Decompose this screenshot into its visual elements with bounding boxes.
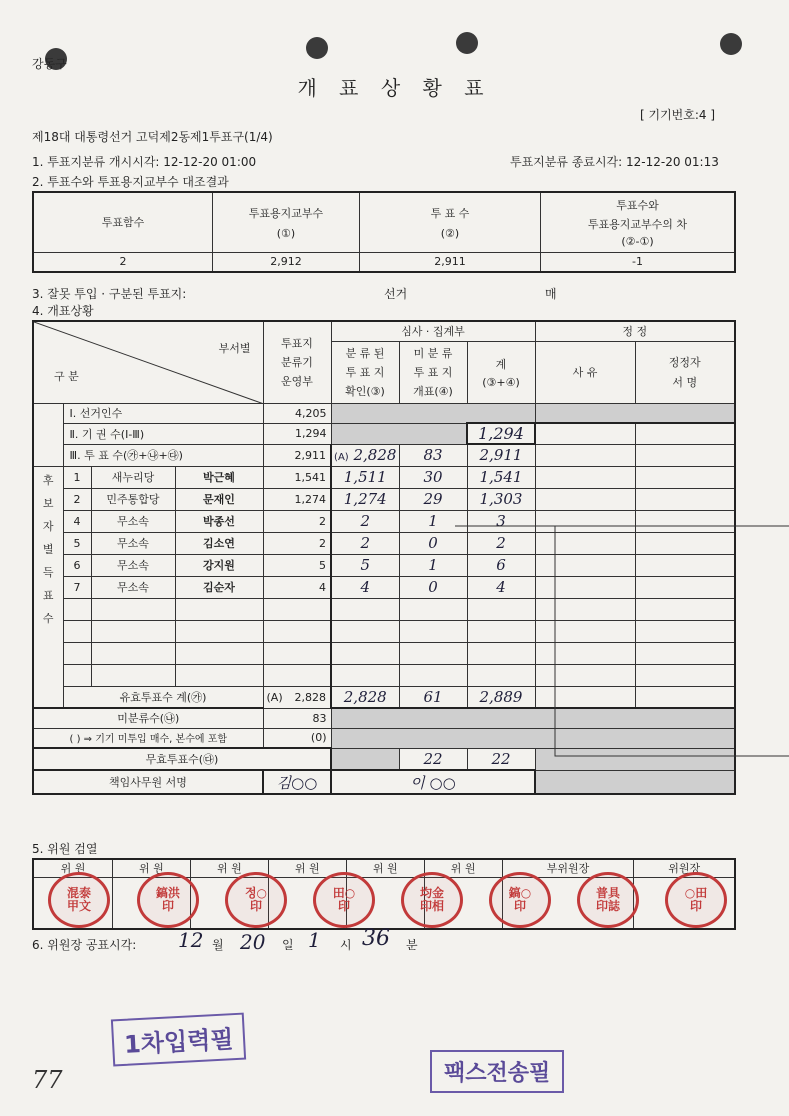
section4-title: 4. 개표상황 <box>32 304 94 318</box>
cand-party: 무소속 <box>91 576 175 598</box>
diagonal-line <box>34 322 264 404</box>
valid-a: 2,828 <box>331 686 399 708</box>
row-abstain-reason <box>535 423 635 444</box>
section3-label: 3. 잘못 투입 · 구분된 투표지: <box>32 287 187 301</box>
unclassified-label: 미분류수(㉯) <box>33 708 263 728</box>
cand-no: 2 <box>63 488 91 510</box>
role-label: 위 원 <box>268 859 346 877</box>
cand-b: 0 <box>399 576 467 598</box>
machine-number: [ 기기번호:4 ] <box>640 108 716 122</box>
announce-day: 20 <box>240 930 266 954</box>
cand-c: 1,303 <box>467 488 535 510</box>
row-abstain-sum: 1,294 <box>467 423 535 444</box>
cand-reason <box>535 466 635 488</box>
cand-machine: 2 <box>263 532 331 554</box>
header-issued: 투표용지교부수 (①) <box>213 192 360 252</box>
machine-note: ( ) ⇒ 기기 미투입 매수, 본수에 포함 <box>33 728 263 748</box>
end-time: 투표지분류 종료시각: 12-12-20 01:13 <box>510 155 719 169</box>
cand-party: 민주통합당 <box>91 488 175 510</box>
header-votes: 투 표 수 (②) <box>360 192 541 252</box>
cand-party: 무소속 <box>91 554 175 576</box>
cand-c: 6 <box>467 554 535 576</box>
cand-name: 박종선 <box>175 510 263 532</box>
cand-c: 3 <box>467 510 535 532</box>
invalid-grey <box>331 748 399 770</box>
cand-a: 2 <box>331 510 399 532</box>
fax-sent-stamp: 팩스전송필 <box>430 1050 564 1093</box>
section3-election: 선거 <box>384 287 408 301</box>
announce-minute-unit: 분 <box>406 938 418 952</box>
seal-stamp: 均金 印相 <box>401 872 463 928</box>
header-gubun: 구 분 <box>54 370 79 383</box>
role-label: 위 원 <box>424 859 502 877</box>
header-diagonal-cell <box>33 321 263 403</box>
value-votes: 2,911 <box>360 252 541 272</box>
punch-hole <box>456 32 478 54</box>
blank-left <box>33 403 63 466</box>
punch-hole <box>306 37 328 59</box>
announce-hour: 1 <box>308 928 321 952</box>
cand-a: 5 <box>331 554 399 576</box>
cand-a: 2 <box>331 532 399 554</box>
role-label: 위 원 <box>346 859 424 877</box>
cand-name: 문재인 <box>175 488 263 510</box>
cand-b: 29 <box>399 488 467 510</box>
section5-title: 5. 위원 검열 <box>32 842 98 856</box>
valid-machine: (A) 2,828 <box>263 686 331 708</box>
valid-label: 유효투표수 계(㉮) <box>63 686 263 708</box>
cand-a: 1,511 <box>331 466 399 488</box>
row-votes-machine: 2,911 <box>263 444 331 466</box>
role-label: 부위원장 <box>502 859 634 877</box>
cand-c: 2 <box>467 532 535 554</box>
invalid-b: 22 <box>399 748 467 770</box>
cand-no: 1 <box>63 466 91 488</box>
cand-machine: 5 <box>263 554 331 576</box>
invalid-label: 무효투표수(㉰) <box>33 748 331 770</box>
row-abstain-signer <box>635 423 735 444</box>
cand-party: 무소속 <box>91 510 175 532</box>
cand-machine: 1,274 <box>263 488 331 510</box>
seal-stamp: 정○ 印 <box>225 872 287 928</box>
header-sum: 계 (③+④) <box>467 341 535 403</box>
header-review: 심사 · 집계부 <box>331 321 535 341</box>
seal-stamp: 田○ 印 <box>313 872 375 928</box>
first-entry-stamp: 1차입력필 <box>111 1013 247 1067</box>
start-time: 1. 투표지분류 개시시각: 12-12-20 01:00 <box>32 155 257 169</box>
header-unclassified: 미 분 류 투 표 지 개표(④) <box>399 341 467 403</box>
header-correction: 정 정 <box>535 321 735 341</box>
cand-a: 1,274 <box>331 488 399 510</box>
row-electors-grey <box>331 403 535 423</box>
resp-sign1: 김○○ <box>263 770 331 794</box>
row-electors-label: Ⅰ. 선거인수 <box>63 403 263 423</box>
role-label: 위 원 <box>33 859 112 877</box>
announce-month-unit: 월 <box>212 938 224 952</box>
page-number: 77 <box>32 1066 63 1094</box>
announce-minute: 36 <box>362 926 390 951</box>
seal-stamp: ○田 印 <box>665 872 727 928</box>
role-label: 위 원 <box>190 859 268 877</box>
header-box-count: 투표함수 <box>33 192 213 252</box>
cand-name: 강지원 <box>175 554 263 576</box>
valid-c: 2,889 <box>467 686 535 708</box>
role-label: 위 원 <box>112 859 190 877</box>
cand-name: 김소연 <box>175 532 263 554</box>
annotation-line <box>455 520 789 760</box>
row-votes-b: 83 <box>399 444 467 466</box>
cand-no: 7 <box>63 576 91 598</box>
cand-no: 5 <box>63 532 91 554</box>
cand-party: 새누리당 <box>91 466 175 488</box>
row-votes-reason <box>535 444 635 466</box>
resp-grey <box>535 770 735 794</box>
role-label: 위원장 <box>634 859 735 877</box>
announce-month: 12 <box>178 928 204 952</box>
cand-machine: 4 <box>263 576 331 598</box>
row-votes-a: (A) 2,828 <box>331 444 399 466</box>
district: 강동구 <box>32 57 67 71</box>
value-diff: -1 <box>541 252 736 272</box>
section3-unit: 매 <box>545 287 557 301</box>
election-title: 제18대 대통령선거 고덕제2동제1투표구(1/4) <box>32 130 273 144</box>
row-votes-c: 2,911 <box>467 444 535 466</box>
cand-b: 0 <box>399 532 467 554</box>
seal-stamp: 混泰 甲文 <box>48 872 110 928</box>
announce-hour-unit: 시 <box>340 938 352 952</box>
cand-reason <box>535 488 635 510</box>
seal-stamp: 普具 印誌 <box>577 872 639 928</box>
cand-c: 4 <box>467 576 535 598</box>
seal-stamp: 鎬洪 印 <box>137 872 199 928</box>
cand-no: 6 <box>63 554 91 576</box>
side-label: 후 보 자 별 득 표 수 <box>33 466 63 708</box>
header-diff: 투표수와 투표용지교부수의 차 (②-①) <box>541 192 736 252</box>
value-issued: 2,912 <box>213 252 360 272</box>
header-machine: 투표지 분류기 운영부 <box>263 321 331 403</box>
seal-stamp: 鎬○ 印 <box>489 872 551 928</box>
section6-label: 6. 위원장 공표시각: <box>32 938 137 952</box>
header-reason: 사 유 <box>535 341 635 403</box>
row-abstain-machine: 1,294 <box>263 423 331 444</box>
invalid-c: 22 <box>467 748 535 770</box>
cand-machine: 1,541 <box>263 466 331 488</box>
punch-hole <box>720 33 742 55</box>
machine-note-value: (0) <box>263 728 331 748</box>
section2-title: 2. 투표수와 투표용지교부수 대조결과 <box>32 175 229 189</box>
resp-sign2: 이 ○○ <box>331 770 535 794</box>
row-electors-machine: 4,205 <box>263 403 331 423</box>
resp-label: 책임사무원 서명 <box>33 770 263 794</box>
row-electors-grey2 <box>535 403 735 423</box>
cand-no: 4 <box>63 510 91 532</box>
valid-b: 61 <box>399 686 467 708</box>
cand-name: 박근혜 <box>175 466 263 488</box>
cand-b: 1 <box>399 510 467 532</box>
cand-a: 4 <box>331 576 399 598</box>
unclassified-value: 83 <box>263 708 331 728</box>
page-title: 개 표 상 황 표 <box>297 76 492 100</box>
cand-signer <box>635 488 735 510</box>
ballot-count-table <box>32 191 736 273</box>
row-abstain-grey <box>331 423 467 444</box>
cand-b: 30 <box>399 466 467 488</box>
cand-name: 김순자 <box>175 576 263 598</box>
cand-signer <box>635 466 735 488</box>
row-abstain-label: Ⅱ. 기 권 수(Ⅰ-Ⅲ) <box>63 423 263 444</box>
header-dept: 부서별 <box>218 342 251 355</box>
announce-day-unit: 일 <box>282 938 294 952</box>
header-signer: 정정자 서 명 <box>635 341 735 403</box>
cand-b: 1 <box>399 554 467 576</box>
value-box-count: 2 <box>33 252 213 272</box>
row-votes-signer <box>635 444 735 466</box>
header-classified: 분 류 된 투 표 지 확인(③) <box>331 341 399 403</box>
cand-machine: 2 <box>263 510 331 532</box>
cand-c: 1,541 <box>467 466 535 488</box>
row-votes-label: Ⅲ. 투 표 수(㉮+㉯+㉰) <box>63 444 263 466</box>
cand-party: 무소속 <box>91 532 175 554</box>
